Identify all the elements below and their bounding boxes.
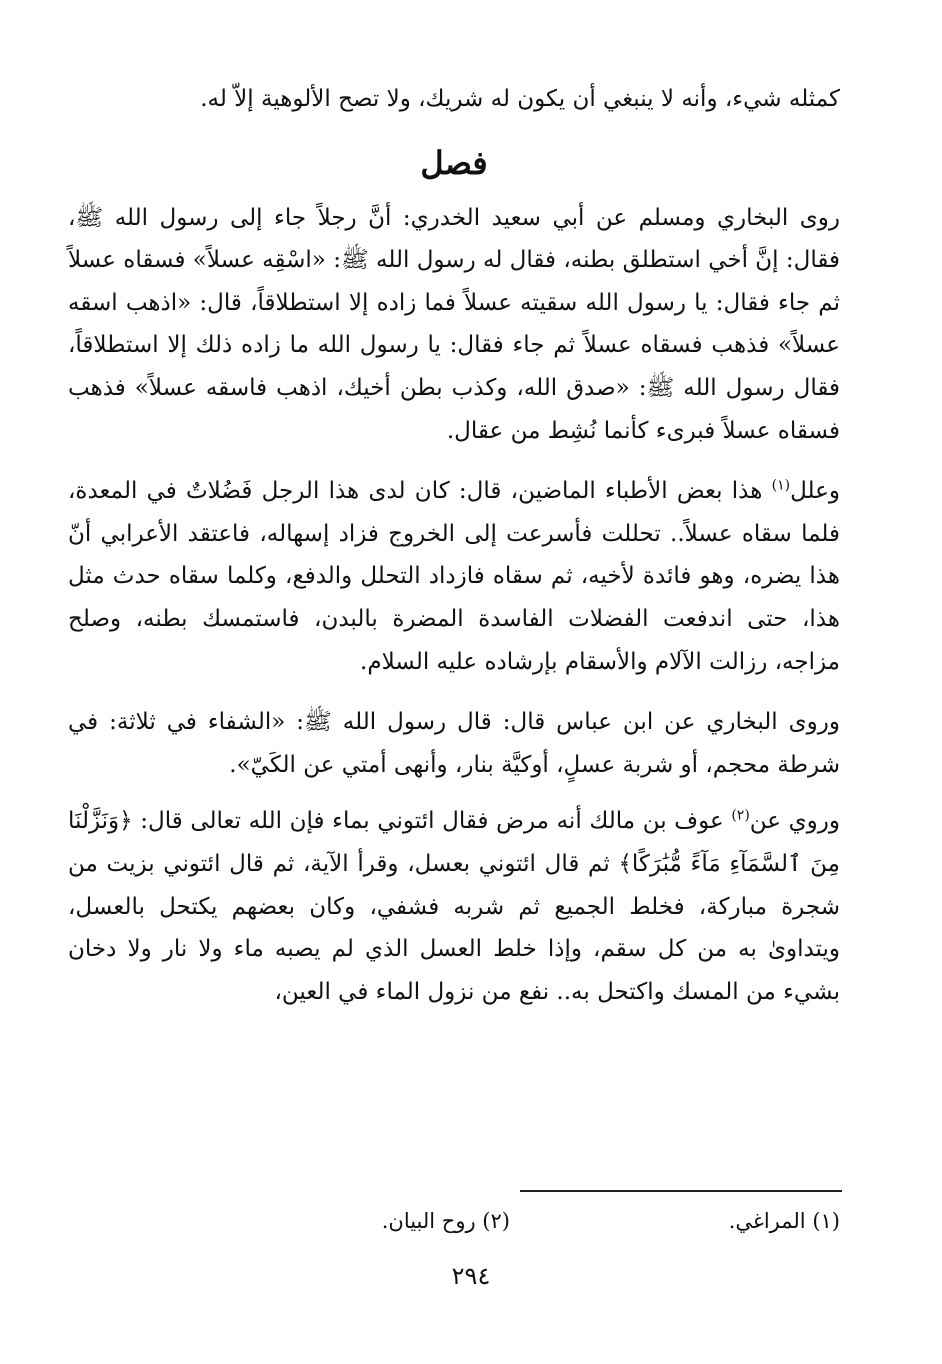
paragraph-gap xyxy=(68,452,840,470)
footnote-2: (٢) روح البيان. xyxy=(381,1209,510,1233)
continuation-paragraph: كمثله شيء، وأنه لا ينبغي أن يكون له شريك، ولا تصح الألوهية إلاّ له. xyxy=(200,86,840,112)
section-heading: فصل xyxy=(420,143,488,182)
footnote-1: (١) المراغي. xyxy=(728,1209,840,1233)
footnote-divider xyxy=(520,1190,842,1192)
footnote-ref-1: (١) xyxy=(771,477,791,494)
paragraph-gap xyxy=(68,786,840,800)
paragraph-start: وعلل xyxy=(790,478,840,505)
paragraph-text: هذا بعض الأطباء الماضين، قال: كان لدى هذا الرجل فَضُلاتٌ في المعدة، فلما سقاه عسلاً.. تحللت فأسرعت إلى الخروج فزاد إسهاله، فاعتقد الأعرابي أنّ هذا يضره، وهو فائدة لأخيه، ثم سقاه فازداد التحلل والدفع، وكلما سقاه حدث مثل هذا، حتى اندفعت الفضلات الفاسدة المضرة بالبدن، فاستمسك بطنه، وصلح مزاجه، رزالت الآلام والأسقام بإرشاده عليه السلام. xyxy=(68,478,840,675)
page-number: ٢٩٤ xyxy=(451,1262,491,1290)
paragraph-start: وروي عن xyxy=(749,808,840,835)
paragraph-text: عوف بن مالك أنه مرض فقال ائتوني بماء فإن الله تعالى قال: ﴿وَنَزَّلْنَا مِنَ ٱلسَّمَآءِ مَآءً مُّبَٰرَكًا﴾ ثم قال ائتوني بعسل، وقرأ الآية، ثم قال ائتوني بزيت من شجرة مباركة، فخلط الجميع ثم شربه فشفي، وكان بعضهم يكتحل بالعسل، ويتداوىٰ به من كل سقم، وإذا خلط العسل الذي لم يصبه ماء ولا نار ولا دخان بشيء من المسك واكتحل به.. نفع من نزول الماء في العين، xyxy=(68,808,840,1005)
explanation-paragraph xyxy=(68,470,840,683)
narration-paragraph xyxy=(68,800,840,1013)
hadith-paragraph-1: روى البخاري ومسلم عن أبي سعيد الخدري: أنَّ رجلاً جاء إلى رسول الله ﷺ، فقال: إنَّ أخي استطلق بطنه، فقال له رسول الله ﷺ: «اسْقِه عسلاً» فسقاه عسلاً ثم جاء فقال: يا رسول الله سقيته عسلاً فما زاده إلا استطلاقاً، قال: «اذهب اسقه عسلاً» فذهب فسقاه عسلاً ثم جاء فقال: يا رسول الله ما زاده ذلك إلا استطلاقاً، فقال رسول الله ﷺ: «صدق الله، وكذب بطن أخيك، اذهب فاسقه عسلاً» فذهب فسقاه عسلاً فبرىء كأنما نُشِط من عقال. xyxy=(68,204,840,444)
paragraph-gap xyxy=(68,683,840,701)
page-body xyxy=(68,78,840,1013)
hadith-paragraph-2: وروى البخاري عن ابن عباس قال: قال رسول الله ﷺ: «الشفاء في ثلاثة: في شرطة محجم، أو شربة عسلٍ، أوكيَّة بنار، وأنهى أمتي عن الكَيّ». xyxy=(68,709,840,778)
footnote-ref-2: (٢) xyxy=(731,807,750,824)
